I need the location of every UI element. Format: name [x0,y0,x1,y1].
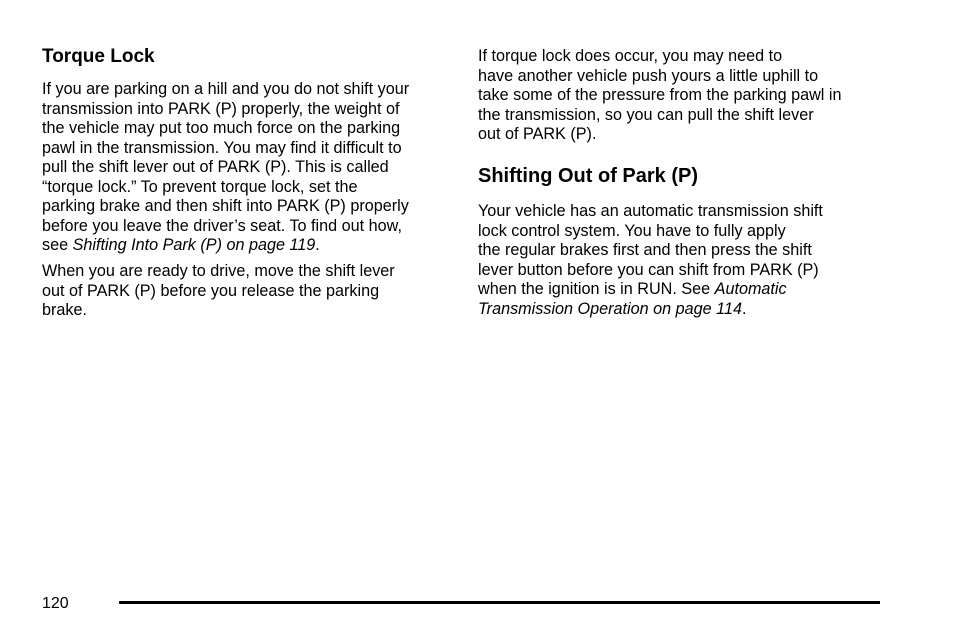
text-line: When you are ready to drive, move the shift lever [42,262,395,280]
text-line: out of PARK (P). [478,125,597,143]
text-line: the vehicle may put too much force on the parking [42,119,401,137]
text-line: “torque lock.” To prevent torque lock, set the [42,177,358,196]
text-line: lock control system. You have to fully apply [478,221,786,240]
text-fragment: see [42,236,73,254]
text-line: pull the shift lever out of PARK (P). This is called [42,158,389,176]
section-heading-shifting-out-of-park: Shifting Out of Park (P) [478,165,698,187]
text-line: the regular brakes first and then press the shift [478,241,812,259]
text-line: lever button before you can shift from PARK (P) [478,260,819,279]
cross-reference-automatic-transmission-cont: Transmission Operation on page 114 [478,299,742,318]
text-line [478,300,823,320]
text-fragment: when the ignition is in RUN. See [478,280,715,298]
text-line: Your vehicle has an automatic transmission shift [478,202,823,220]
cross-reference-shifting-into-park: Shifting Into Park (P) on page 119 [72,236,316,254]
text-line: out of PARK (P) before you release the parking [42,281,380,300]
text-fragment: . [315,236,320,254]
text-line: pawl in the transmission. You may find it difficult to [42,138,402,157]
page-number: 120 [42,595,69,612]
text-fragment: . [741,299,747,318]
shifting-out-of-park-paragraph [478,202,823,319]
footer-divider [119,601,880,604]
text-line: before you leave the driver’s seat. To find out how, [42,216,402,235]
text-line [42,236,409,256]
text-line [478,280,823,300]
text-line: If torque lock does occur, you may need to [478,47,783,65]
cross-reference-automatic-transmission: Automatic [714,280,787,298]
text-line: brake. [42,301,87,319]
torque-lock-paragraph-2 [42,262,395,321]
text-line: the transmission, so you can pull the shift lever [478,105,814,124]
torque-lock-paragraph-3 [478,47,842,145]
torque-lock-paragraph-1 [42,80,409,256]
text-line: If you are parking on a hill and you do not shift your [42,80,410,98]
text-line: have another vehicle push yours a little uphill to [478,66,819,85]
text-line: take some of the pressure from the parking pawl in [478,86,842,104]
text-line: parking brake and then shift into PARK (P) properly [42,197,409,215]
section-heading-torque-lock: Torque Lock [42,46,155,67]
text-line: transmission into PARK (P) properly, the weight of [42,99,400,118]
